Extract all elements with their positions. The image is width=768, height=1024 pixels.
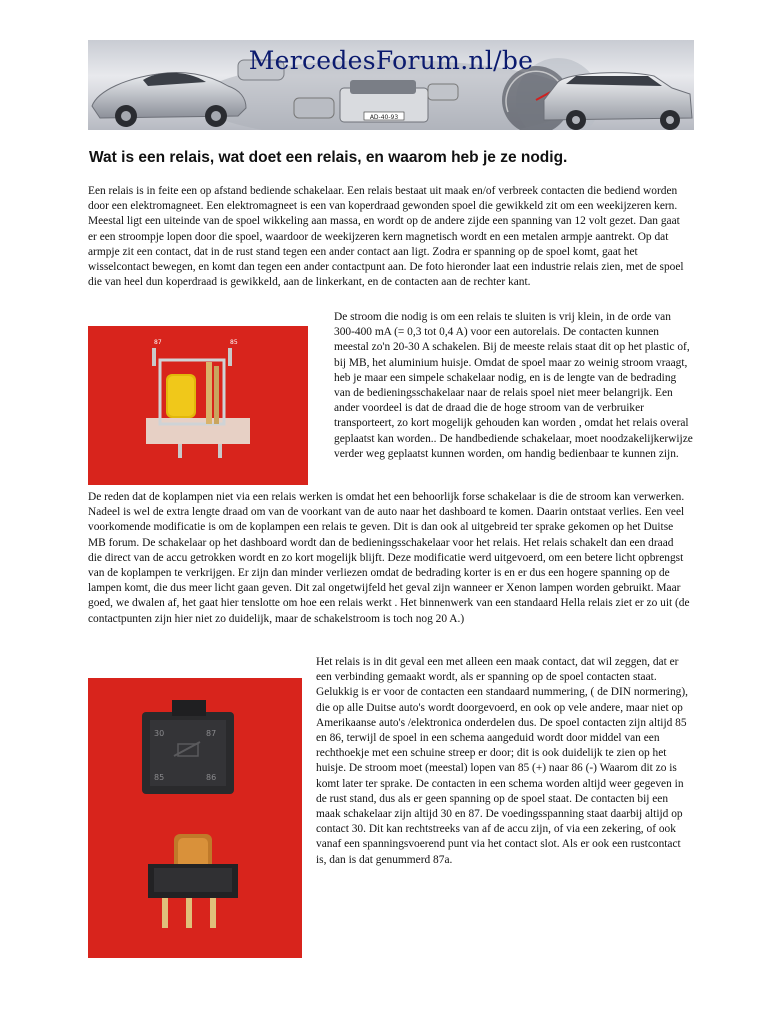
relay-pin-label: 85 xyxy=(230,339,238,346)
forum-banner xyxy=(88,40,694,130)
industrial-relay-photo xyxy=(88,326,308,485)
headlamp-paragraph: De reden dat de koplampen niet via een relais werken is omdat het een behoorlijk forse schakelaar is die de stroom kan verwerken. Nadeel is wel de extra lengte draad om van de voorkant van de auto naar het dashboard te komen. Daarin ontstaat verlies. Een veel voorkomende modificatie is om de koplampen een relais te geven. Dit is dan ook al uitgebreid ter sprake gekomen op het Duitse MB forum. De schakelaar op het dashboard wordt dan de bedieningsschakelaar voor het relais. Het relais schakelt dan een draad die direct van de accu getrokken wordt en zo kort mogelijk blijft. Deze modificatie werd uitgevoerd, om een betere licht opbrengst van de koplampen te verkrijgen. Er zijn dan minder verliezen omdat de bedrading korter is en er dus een hogere spanning op de lampen komt, die dus meer licht gaan geven. Dit zal ongetwijfeld het geval zijn wanneer er Xenon lampen worden gebruikt. Maar goed, we dwalen af, het gaat hier tenslotte om hoe een relais werkt . Het binnenwerk van een standaard Hella relais ziet er zo uit (de contactpunten zijn hier niet zo duidelijk, maar de schakelstroom is toch nog 20 A.) xyxy=(88,491,690,625)
housing-pin-label: 86 xyxy=(206,773,217,782)
banner-title: MercedesForum.nl/be xyxy=(248,46,534,75)
article-heading: Wat is een relais, wat doet een relais, en waarom heb je ze nodig. xyxy=(89,149,568,166)
hella-relay-image xyxy=(88,678,302,958)
industrial-relay-image xyxy=(88,326,308,485)
license-plate: AD-40-93 xyxy=(369,114,399,121)
right-car-image xyxy=(544,73,692,130)
intro-paragraph: Een relais is in feite een op afstand bediende schakelaar. Een relais bestaat uit maak en/of verbreek contacten die bediend worden door een elektromagneet. Een elektromagneet is een van koperdraad gewonden spoel die gewikkeld zit om een weekijzeren kern. Meestal ligt een uiteinde van de spoel wikkeling aan massa, en wordt op de andere zijde een spanning van 12 volt gezet. Dan gaat er een stroompje lopen door die spoel, waardoor de weekijzeren kern magnetisch wordt en een metalen armpje aantrekt. Op dat armpje zit een contact, dat in de rust stand tegen een ander contact aan ligt. Zodra er spanning op de spoel komt, gaat het wisselcontact bewegen, en komt dan tegen een ander contactpunt aan. De foto hieronder laat een industrie relais zien, met de spoel die van heel dun koperdraad is gewikkeld, aan de linkerkant, en de contacten aan de rechter kant. xyxy=(88,185,684,289)
current-paragraph: De stroom die nodig is om een relais te sluiten is vrij klein, in de orde van 300-400 mA (= 0,3 tot 0,4 A) voor een autorelais. De contacten kunnen meestal zo'n 20-30 A schakelen. Bij de meeste relais staat dit op het plastic of, bij MB, het aluminium huisje. Omdat de spoel maar zo weinig stroom vraagt, heb je maar een simpele schakelaar nodig, en is de lengte van de bedrading van de bedieningsschakelaar naar de relais spoel niet meer belangrijk. Een ander voordeel is dat de draad die de hoge stroom van de verbruiker transporteert, zo kort mogelijk gehouden kan worden , omdat het relais overal geplaatst kan worden.. De handbediende schakelaar, moet noodzakelijkerwijze verder weg geplaatst kunnen worden, om handig bedienbaar te kunnen zijn. xyxy=(334,311,693,460)
din-numbering-paragraph: Het relais is in dit geval een met alleen een maak contact, dat wil zeggen, dat er een verbinding gemaakt wordt, als er spanning op de spoel contacten staat. Gelukkig is er voor de contacten een standaard nummering, ( de DIN normering), die op alle Duitse auto's wordt doorgevoerd, en ook op vele andere, maar niet op Amerikaanse auto's /elektronica onderdelen dus. De spoel contacten zijn altijd 85 en 86, terwijl de spoel in een schema aangeduid wordt door middel van een rechthoekje met een schuine streep er door; dit is ook duidelijk te zien op het huisje. De stroom moet (meestal) lopen van 85 (+) naar 86 (-) Waarom dit zo is komt later ter sprake. De contacten in een schema worden altijd weer gegeven in de rust stand, dus als er geen spanning op de spoel staat. De contacten bij een maak schakelaar zijn altijd 30 en 87. De voedingsspanning staat daarbij altijd op contact 30. Dit kan rechtstreeks van af de accu zijn, of via een zekering, of ook vanaf een spanningsvoerend punt via het contact slot. Als er ook een rustcontact is, dan is dat genummerd 87a. xyxy=(316,656,688,866)
housing-pin-label: 30 xyxy=(154,729,165,738)
hella-relay-photo xyxy=(88,678,302,958)
relay-pin-label: 87 xyxy=(154,339,162,346)
housing-pin-label: 85 xyxy=(154,773,165,782)
housing-pin-label: 87 xyxy=(206,729,217,738)
